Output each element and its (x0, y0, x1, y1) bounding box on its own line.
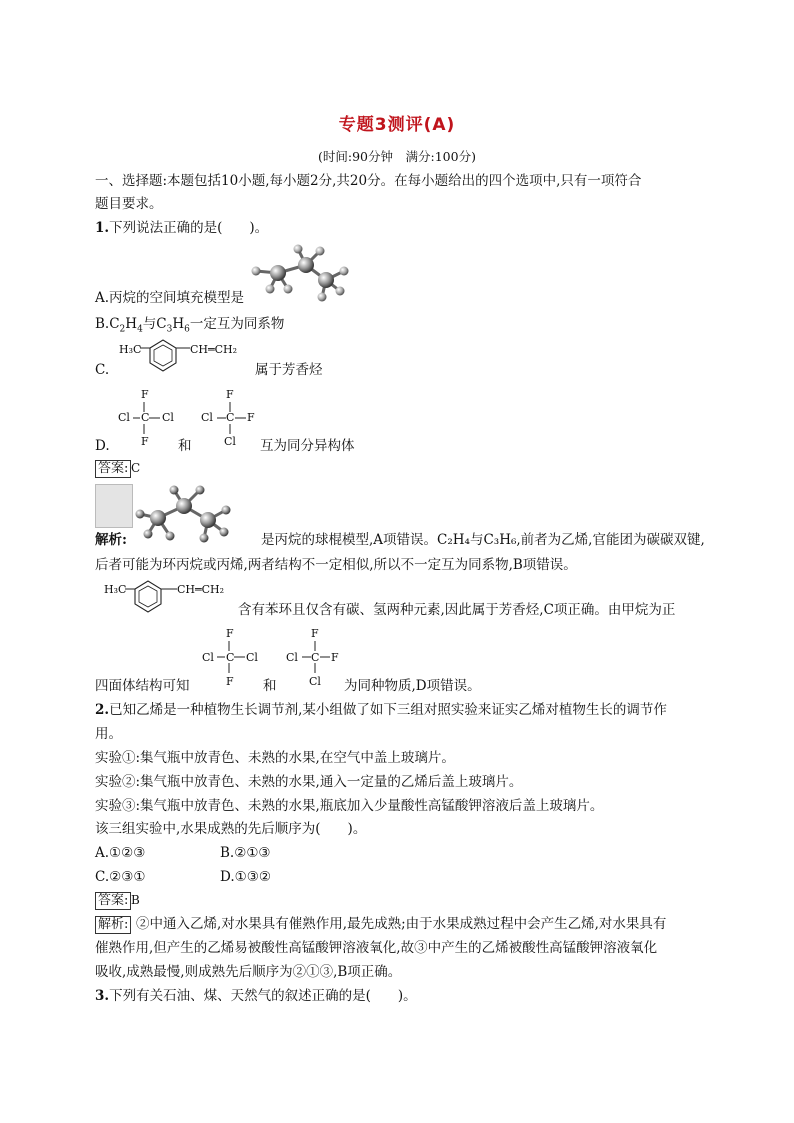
q1-option-d-text: 互为同分异构体 (260, 438, 355, 454)
q2-ask: 该三组实验中,水果成熟的先后顺序为( )。 (95, 821, 367, 837)
q2-option-d: D.①③② (220, 869, 271, 885)
vinyl-label: CH═CH₂ (190, 343, 238, 356)
question-number: 1. (95, 220, 110, 236)
question-text: 下列说法正确的是( )。 (109, 220, 269, 236)
q1-answer-value: C (131, 461, 141, 475)
section-intro-line2: 题目要求。 (95, 196, 163, 212)
question-2-stem: 2.已知乙烯是一种植物生长调节剂,某小组做了如下三组对照实验来证实乙烯对植物生长的调节作 (95, 702, 667, 718)
q2-option-b: B.②①③ (220, 845, 271, 861)
q2-experiment-2: 实验②:集气瓶中放青色、未熟的水果,通入一定量的乙烯后盖上玻璃片。 (95, 774, 523, 790)
question-2-stem-line2: 用。 (95, 726, 122, 742)
section-intro-line1: 一、选择题:本题包括10小题,每小题2分,共20分。在每小题给出的四个选项中,只有一项符合 (95, 173, 642, 189)
q2-analysis-label: 解析: (95, 916, 131, 934)
methyl-label-2: H₃C (104, 583, 127, 596)
q1-analysis-line4a: 四面体结构可知 (95, 678, 190, 694)
q1-option-d-label: D. (95, 438, 110, 454)
q1-option-c-text: 属于芳香烃 (255, 362, 323, 378)
q2-analysis-line3: 吸收,成熟最慢,则成熟先后顺序为②①③,B项正确。 (95, 964, 402, 980)
q1-analysis-line1: 解析: 是丙烷的球棍模型,A项错误。C₂H₄与C₃H₆,前者为乙烯,官能团为碳碳双键, (95, 532, 705, 548)
q1-option-a: A.丙烷的空间填充模型是 (95, 290, 245, 306)
q1-answer-box: 答案: (95, 460, 131, 478)
question-1-stem (95, 218, 268, 238)
q2-answer-value: B (131, 893, 140, 907)
exam-meta: (时间:90分钟 满分:100分) (318, 149, 476, 164)
benzene-ring-c (140, 336, 190, 380)
q1-option-d-and: 和 (178, 438, 192, 454)
q1-analysis-line4b: 为同种物质,D项错误。 (344, 678, 481, 694)
analysis-highlight-bar (95, 484, 133, 528)
q1-option-b: $B.C_2H_4$与$C_3H_6$一定互为同系物 (95, 316, 285, 335)
q1-option-c-label: C. (95, 362, 110, 378)
q2-answer-box: 答案: (95, 892, 131, 910)
benzene-ring-analysis (125, 577, 177, 621)
propane-ball-model-image (248, 243, 352, 303)
vinyl-label-2: CH═CH₂ (177, 583, 225, 596)
methyl-label: H₃C (119, 343, 142, 356)
page-title: 专题3测评(A) (338, 115, 456, 135)
q1-analysis-line4-and: 和 (263, 678, 277, 694)
q2-option-c: C.②③① (95, 869, 146, 885)
q1-analysis-line3: 含有苯环且仅含有碳、氢两种元素,因此属于芳香烃,C项正确。由甲烷为正 (238, 602, 676, 618)
q2-option-a: A.①②③ (95, 845, 146, 861)
q2-experiment-1: 实验①:集气瓶中放青色、未熟的水果,在空气中盖上玻璃片。 (95, 750, 455, 766)
question-3-stem: 3.下列有关石油、煤、天然气的叙述正确的是( )。 (95, 988, 417, 1004)
q1-analysis-line2: 后者可能为环丙烷或丙烯,两者结构不一定相似,所以不一定互为同系物,B项错误。 (95, 557, 577, 573)
q2-analysis-line2: 催熟作用,但产生的乙烯易被酸性高锰酸钾溶液氧化,故③中产生的乙烯被酸性高锰酸钾溶液氧化 (95, 940, 658, 956)
q2-experiment-3: 实验③:集气瓶中放青色、未熟的水果,瓶底加入少量酸性高锰酸钾溶液后盖上玻璃片。 (95, 798, 604, 814)
q2-analysis-line1: ②中通入乙烯,对水果具有催熟作用,最先成熟;由于水果成熟过程中会产生乙烯,对水果具有 (136, 916, 667, 932)
